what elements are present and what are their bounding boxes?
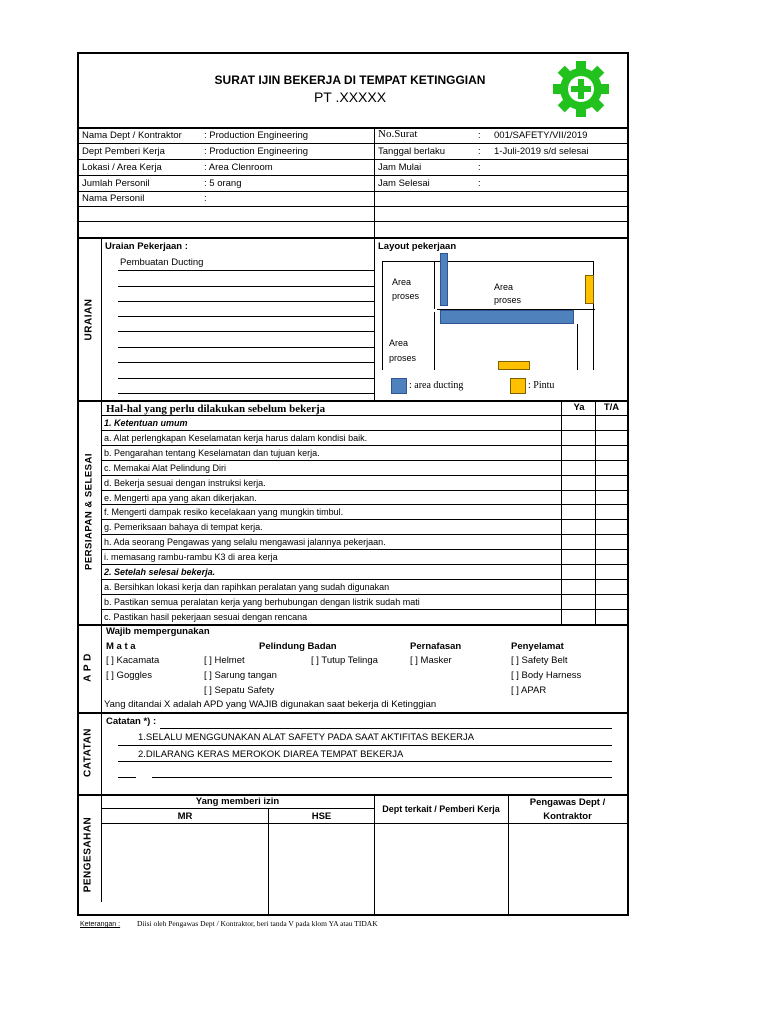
legend-swatch-ducting (391, 378, 407, 394)
uraian-side-label: URAIAN (83, 298, 95, 341)
dept-label: Dept terkait / Pemberi Kerja (382, 804, 500, 814)
checkbox-ta[interactable] (596, 416, 627, 429)
safety-gear-cross-icon (548, 58, 614, 120)
apd-side-label: A P D (82, 653, 94, 682)
pengawas-label: Kontraktor (543, 811, 592, 822)
checkbox-ya[interactable] (562, 550, 595, 563)
checkbox-ya[interactable] (562, 431, 595, 444)
apd-heading: Wajib mempergunakan (106, 626, 210, 637)
door-bottom (498, 361, 530, 370)
info-label: Tanggal berlaku (378, 146, 446, 157)
info-value: : 5 orang (204, 178, 242, 189)
checklist-item: a. Alat perlengkapan Keselamatan kerja harus dalam kondisi baik. (104, 433, 368, 443)
info-label: No.Surat (378, 128, 418, 140)
checklist-item: g. Pemeriksaan bahaya di tempat kerja. (104, 522, 263, 532)
catatan-line: 1.SELALU MENGGUNAKAN ALAT SAFETY PADA SAAT AKTIFITAS BEKERJA (138, 732, 475, 743)
col-ya: Ya (573, 402, 585, 413)
layout-heading: Layout pekerjaan (378, 241, 457, 252)
checklist-item: b. Pengarahan tentang Keselamatan dan tujuan kerja. (104, 448, 320, 458)
checklist-section-title: 1. Ketentuan umum (104, 418, 188, 428)
info-sep: : (478, 146, 481, 157)
apd-note: Yang ditandai X adalah APD yang WAJIB digunakan saat bekerja di Ketinggian (104, 699, 437, 710)
ducting-vertical (440, 253, 448, 306)
catatan-line: 2.DILARANG KERAS MEROKOK DIAREA TEMPAT BEKERJA (138, 749, 404, 760)
area-label: proses (392, 291, 420, 301)
area-label: Area (389, 338, 409, 348)
info-label: Nama Dept / Kontraktor (82, 130, 182, 141)
checklist-item: h. Ada seorang Pengawas yang selalu mengawasi jalannya pekerjaan. (104, 537, 386, 547)
footer-label: Keterangan : (80, 921, 121, 928)
col-ta: T/A (603, 402, 620, 413)
info-sep: : (478, 162, 481, 173)
apd-item: [ ] Helmet (204, 655, 245, 666)
info-sep: : (478, 178, 481, 189)
info-label: Jumlah Personil (82, 178, 150, 189)
checklist-item: d. Bekerja sesuai dengan instruksi kerja. (104, 478, 266, 488)
checkbox-ta[interactable] (596, 550, 627, 563)
checkbox-ta[interactable] (596, 580, 627, 593)
info-value: 1-Juli-2019 s/d selesai (494, 146, 589, 157)
pengawas-label: Pengawas Dept / (529, 797, 606, 808)
info-sep: : (478, 130, 481, 141)
checkbox-ya[interactable] (562, 446, 595, 459)
apd-col-title: M a t a (106, 641, 136, 652)
footer-text: Diisi oleh Pengawas Dept / Kontraktor, beri tanda V pada klom YA atau TIDAK (137, 919, 378, 928)
ducting-horizontal (440, 310, 574, 324)
checkbox-ta[interactable] (596, 461, 627, 474)
legend-label: : Pintu (528, 380, 555, 391)
form-title: SURAT IJIN BEKERJA DI TEMPAT KETINGGIAN (214, 73, 486, 87)
job-description: Pembuatan Ducting (120, 257, 204, 268)
checkbox-ta[interactable] (596, 491, 627, 504)
checkbox-ya[interactable] (562, 580, 595, 593)
apd-item: [ ] Sarung tangan (204, 670, 277, 681)
checkbox-ta[interactable] (596, 476, 627, 489)
checkbox-ta[interactable] (596, 520, 627, 533)
checklist-item: c. Memakai Alat Pelindung Diri (104, 463, 227, 473)
apd-col-title: Pelindung Badan (259, 641, 337, 652)
apd-item: [ ] Goggles (106, 670, 152, 681)
checkbox-ya[interactable] (562, 416, 595, 429)
info-label: Jam Mulai (378, 162, 422, 173)
catatan-heading: Catatan *) : (106, 716, 157, 727)
persiapan-side-label: PERSIAPAN & SELESAI (83, 453, 95, 571)
apd-item: [ ] Kacamata (106, 655, 160, 666)
checkbox-ya[interactable] (562, 461, 595, 474)
checklist-section-title: 2. Setelah selesai bekerja. (104, 567, 216, 577)
apd-item: [ ] Sepatu Safety (204, 685, 275, 696)
checklist-heading: Hal-hal yang perlu dilakukan sebelum bekerja (106, 403, 326, 415)
checklist-item: f. Mengerti dampak resiko kecelakaan yang mungkin timbul. (104, 507, 344, 517)
hse-label: HSE (311, 811, 332, 822)
area-label: proses (494, 295, 522, 305)
checkbox-ta[interactable] (596, 610, 627, 623)
info-label: Jam Selesai (378, 178, 430, 189)
checklist-item: b. Pastikan semua peralatan kerja yang berhubungan dengan listrik sudah mati (104, 597, 420, 607)
checkbox-ya[interactable] (562, 535, 595, 548)
info-value: 001/SAFETY/VII/2019 (494, 130, 588, 141)
checkbox-ta[interactable] (596, 431, 627, 444)
apd-item: [ ] Safety Belt (511, 655, 568, 666)
company-name: PT .XXXXX (313, 89, 387, 105)
checkbox-ya[interactable] (562, 476, 595, 489)
info-value: : Production Engineering (204, 146, 309, 157)
checklist-item: e. Mengerti apa yang akan dikerjakan. (104, 493, 257, 503)
checkbox-ta[interactable] (596, 565, 627, 578)
info-value: : Production Engineering (204, 130, 309, 141)
apd-col-title: Penyelamat (511, 641, 564, 652)
apd-item: [ ] Tutup Telinga (311, 655, 378, 666)
apd-col-title: Pernafasan (410, 641, 462, 652)
info-value: : (204, 193, 207, 204)
legend-swatch-door (510, 378, 526, 394)
info-label: Nama Personil (82, 193, 145, 204)
checklist-item: i. memasang rambu-rambu K3 di area kerja (104, 552, 278, 562)
checklist-item: a. Bersihkan lokasi kerja dan rapihkan peralatan yang sudah digunakan (104, 582, 390, 592)
uraian-heading: Uraian Pekerjaan : (105, 241, 188, 252)
door-right (585, 275, 594, 304)
pengesahan-side-label: PENGESAHAN (82, 816, 94, 893)
checkbox-ya[interactable] (562, 491, 595, 504)
info-label: Lokasi / Area Kerja (82, 162, 162, 173)
apd-item: [ ] Body Harness (511, 670, 582, 681)
area-label: Area (494, 282, 514, 292)
checkbox-ta[interactable] (596, 446, 627, 459)
apd-item: [ ] Masker (410, 655, 452, 666)
legend-label: : area ducting (409, 380, 464, 391)
checkbox-ya[interactable] (562, 520, 595, 533)
info-label: Dept Pemberi Kerja (82, 146, 165, 157)
info-value: : Area Clenroom (204, 162, 273, 173)
checkbox-ta[interactable] (596, 595, 627, 608)
checkbox-ya[interactable] (562, 505, 595, 518)
area-label: Area (392, 277, 412, 287)
giver-label: Yang memberi izin (195, 796, 280, 807)
checkbox-ya[interactable] (562, 565, 595, 578)
area-label: proses (389, 353, 417, 363)
checkbox-ta[interactable] (596, 535, 627, 548)
checkbox-ya[interactable] (562, 610, 595, 623)
mr-label: MR (177, 811, 193, 822)
catatan-side-label: CATATAN (82, 728, 94, 777)
checkbox-ta[interactable] (596, 505, 627, 518)
checkbox-ya[interactable] (562, 595, 595, 608)
apd-item: [ ] APAR (511, 685, 547, 696)
checklist-item: c. Pastikan hasil pekerjaan sesuai dengan rencana (104, 612, 308, 622)
